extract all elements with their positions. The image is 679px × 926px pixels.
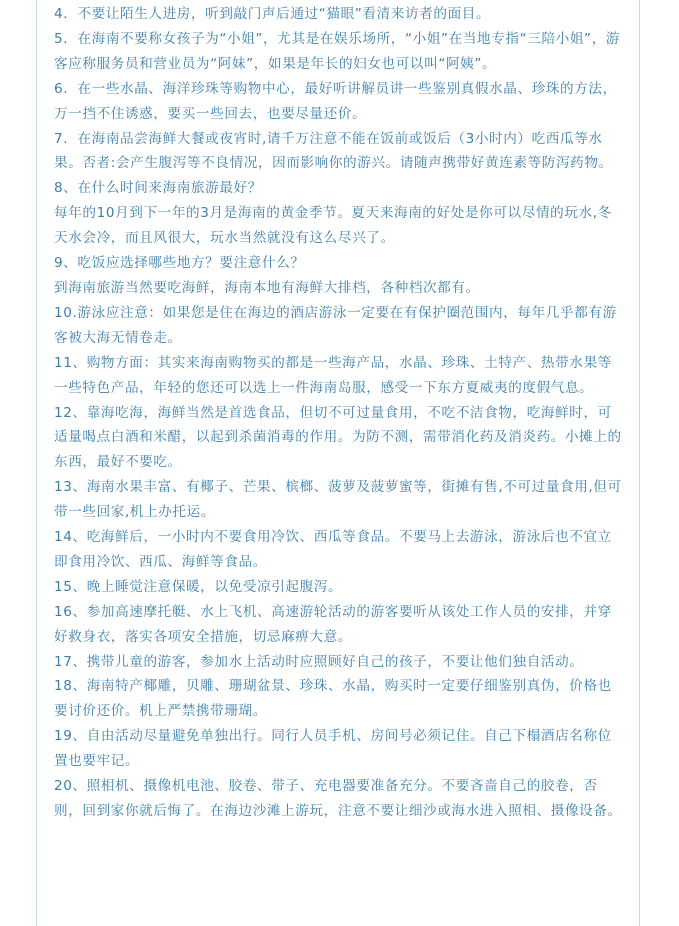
paragraph-tip-7: 7．在海南品尝海鲜大餐或夜宵时,请千万注意不能在饭前或饭后（3小时内）吃西瓜等水果。否者:会产生腹泻等不良情况，因而影响你的游兴。请随声携带好黄连素等防泻药物。 (54, 130, 613, 172)
paragraph-tip-10: 10.游泳应注意：如果您是住在海边的酒店游泳一定要在有保护圈范围内，每年几乎都有游客被大海无情卷走。 (54, 304, 617, 346)
paragraph-tip-14: 14、吃海鲜后，一小时内不要食用冷饮、西瓜等食品。不要马上去游泳，游泳后也不宜立即食用冷饮、西瓜、海鲜等食品。 (54, 529, 612, 570)
paragraph-tip-18: 18、海南特产椰雕，贝雕、珊瑚盆景、珍珠、水晶，购买时一定要仔细鉴别真伪，价格也要讨价还价。机上严禁携带珊瑚。 (54, 678, 612, 720)
paragraph-tip-19: 19、自由活动尽量避免单独出行。同行人员手机、房间号必须记住。自己下榻酒店名称位置也要牢记。 (54, 728, 612, 770)
paragraph-tip-15: 15、晚上睡觉注意保暖，以免受凉引起腹泻。 (54, 578, 343, 595)
paragraph-tip-4: 4．不要让陌生人进房，听到敲门声后通过“猫眼”看清来访者的面目。 (54, 6, 491, 22)
article-body (54, 2, 626, 824)
paragraph-tip-5: 5．在海南不要称女孩子为“小姐”，尤其是在娱乐场所，“小姐”在当地专指“三陪小姐”，游客应称服务员和营业员为“阿妹”，如果是年长的妇女也可以叫“阿姨”。 (54, 30, 621, 72)
paragraph-tip-17: 17、携带儿童的游客，参加水上活动时应照顾好自己的孩子，不要让他们独自活动。 (54, 653, 584, 670)
paragraph-answer-8: 每年的10月到下一年的3月是海南的黄金季节。夏天来海南的好处是你可以尽情的玩水,冬天水会冷，而且风很大，玩水当然就没有这么尽兴了。 (54, 205, 612, 247)
paragraph-tip-20: 20、照相机、摄像机电池、胶卷、带子、充电器要准备充分。不要吝啬自己的胶卷，否则，回到家你就后悔了。在海边沙滩上游玩，注意不要让细沙或海水进入照相、摄像设备。 (54, 778, 622, 819)
paragraph-answer-9: 到海南旅游当然要吃海鲜，海南本地有海鲜大排档，各种档次都有。 (54, 279, 480, 296)
paragraph-tip-12: 12、靠海吃海，海鲜当然是首选食品，但切不可过量食用，不吃不洁食物，吃海鲜时，可适量喝点白酒和米醋，以起到杀菌消毒的作用。为防不测，需带消化药及消炎药。小摊上的东西，最好不要吃。 (54, 404, 622, 471)
paragraph-tip-6: 6．在一些水晶、海洋珍珠等购物中心，最好听讲解员讲一些鉴别真假水晶、珍珠的方法，万一挡不住诱惑，要买一些回去，也要尽量还价。 (54, 80, 617, 122)
paragraph-question-8: 8、在什么时间来海南旅游最好？ (54, 180, 262, 197)
paragraph-tip-11: 11、购物方面：其实来海南购物买的都是一些海产品，水晶、珍珠、土特产、热带水果等一些特色产品，年轻的您还可以选上一件海南岛服，感受一下东方夏威夷的度假气息。 (54, 354, 612, 396)
paragraph-tip-13: 13、海南水果丰富、有椰子、芒果、槟榔、菠萝及菠萝蜜等，街摊有售,不可过量食用,但可带一些回家,机上办托运。 (54, 479, 622, 521)
paragraph-question-9: 9、吃饭应选择哪些地方？要注意什么？ (54, 255, 305, 272)
paragraph-tip-16: 16、参加高速摩托艇、水上飞机、高速游轮活动的游客要听从该处工作人员的安排，并穿好救身衣，落实各项安全措施，切忌麻痹大意。 (54, 603, 612, 645)
